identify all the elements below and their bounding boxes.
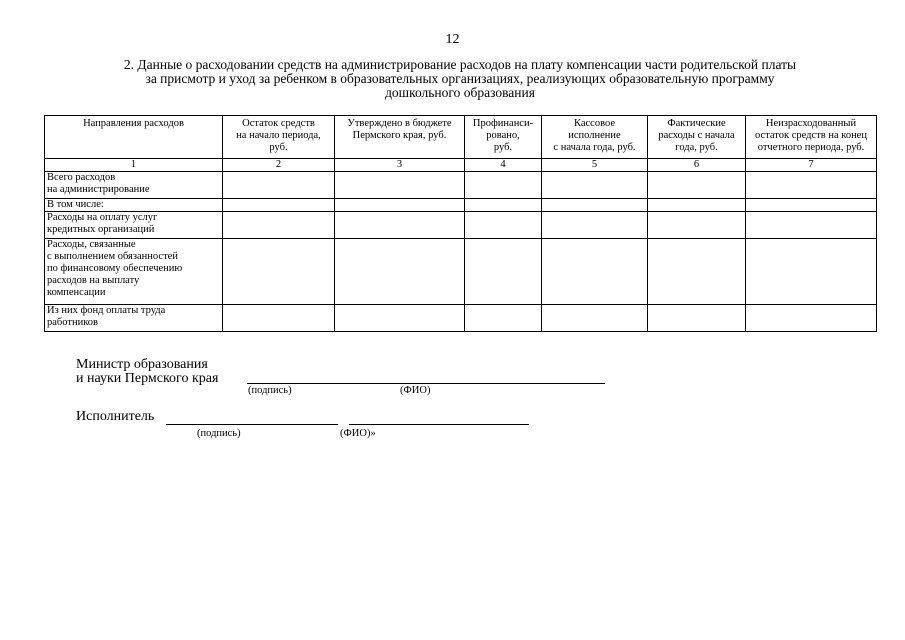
header-directions: Направления расходов: [45, 116, 223, 159]
table-cell: [648, 172, 746, 199]
title-line: дошкольного образования: [385, 85, 535, 100]
table-cell: [223, 199, 335, 212]
table-cell: [465, 199, 542, 212]
column-number: 7: [746, 159, 877, 172]
column-number: 4: [465, 159, 542, 172]
header-unspent-balance: Неизрасходованный остаток средств на конец отчетного периода, руб.: [746, 116, 877, 159]
minister-line: и науки Пермского края: [76, 371, 219, 386]
table-cell: [465, 172, 542, 199]
table-cell: [648, 199, 746, 212]
table-row: [45, 305, 877, 332]
column-number-row: [45, 159, 877, 172]
executor-name-caption: (ФИО)»: [340, 428, 376, 439]
table-cell: [746, 172, 877, 199]
table-cell: [335, 199, 465, 212]
table-cell: [542, 199, 648, 212]
table-cell: [648, 239, 746, 305]
table-cell: [335, 212, 465, 239]
minister-title: [76, 358, 218, 386]
table-cell: [746, 239, 877, 305]
table-cell: [223, 239, 335, 305]
executor-sign-caption: (подпись): [197, 428, 241, 439]
table-cell: [542, 212, 648, 239]
table-cell: [465, 239, 542, 305]
table-cell: [335, 172, 465, 199]
table-cell: [335, 239, 465, 305]
row-label-including: В том числе:: [45, 199, 223, 212]
column-number: 3: [335, 159, 465, 172]
table-row: [45, 199, 877, 212]
section-title: [70, 58, 850, 100]
table-cell: [542, 305, 648, 332]
table-cell: [746, 212, 877, 239]
minister-name-caption: (ФИО): [400, 385, 431, 396]
table-cell: [648, 305, 746, 332]
table-cell: [542, 172, 648, 199]
table-cell: [465, 305, 542, 332]
column-number: 5: [542, 159, 648, 172]
header-approved-budget: Утверждено в бюджете Пермского края, руб.: [335, 116, 465, 159]
header-actual-expenses: Фактические расходы с начала года, руб.: [648, 116, 746, 159]
expenses-table: [44, 115, 877, 332]
minister-line: Министр образования: [76, 357, 208, 372]
column-number: 6: [648, 159, 746, 172]
table-cell: [223, 212, 335, 239]
table-cell: [746, 199, 877, 212]
minister-signature-line: [247, 383, 605, 384]
executor-label: Исполнитель: [76, 409, 155, 424]
table-cell: [648, 212, 746, 239]
header-cash-execution: Кассовое исполнение с начала года, руб.: [542, 116, 648, 159]
title-line: 2. Данные о расходовании средств на администрирование расходов на плату компенсации части родительской платы: [123, 57, 797, 72]
header-financed: Профинанси- ровано, руб.: [465, 116, 542, 159]
table-cell: [223, 172, 335, 199]
executor-signature-line: [166, 424, 338, 425]
row-label-obligations: Расходы, связанные с выполнением обязанностей по финансовому обеспечению расходов на выплату компенсации: [45, 239, 223, 305]
page-number: 12: [445, 32, 460, 47]
table-row: [45, 239, 877, 305]
title-line: за присмотр и уход за ребенком в образовательных организациях, реализующих образовательную программу: [145, 71, 775, 86]
table-row: [45, 172, 877, 199]
header-opening-balance: Остаток средств на начало периода, руб.: [223, 116, 335, 159]
column-number: 2: [223, 159, 335, 172]
table-cell: [542, 239, 648, 305]
row-label-credit-org: Расходы на оплату услуг кредитных организаций: [45, 212, 223, 239]
table-cell: [465, 212, 542, 239]
row-label-total: Всего расходов на администрирование: [45, 172, 223, 199]
table-cell: [335, 305, 465, 332]
column-number: 1: [45, 159, 223, 172]
minister-sign-caption: (подпись): [248, 385, 292, 396]
row-label-payroll: Из них фонд оплаты труда работников: [45, 305, 223, 332]
executor-name-line: [349, 424, 529, 425]
table-cell: [223, 305, 335, 332]
header-row: [45, 116, 877, 159]
table-row: [45, 212, 877, 239]
table-cell: [746, 305, 877, 332]
